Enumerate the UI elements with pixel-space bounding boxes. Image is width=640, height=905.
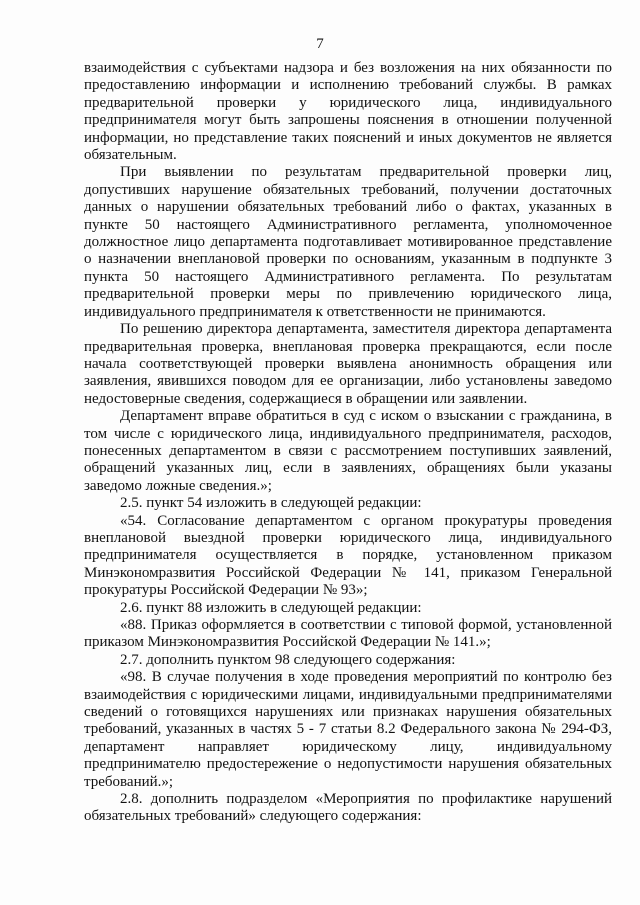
paragraph: «54. Согласование департаментом с органом прокуратуры проведения внеплановой выездной проверки юридического лица, индивидуального предпринимателя осуществляется в порядке, установленном приказом Минэкономразвития Российской Федерации № 141, приказом Генеральной прокуратуры Российской Федерации № 93»; (84, 512, 612, 599)
page-number: 7 (316, 36, 324, 52)
document-body (84, 60, 612, 826)
paragraph: «98. В случае получения в ходе проведения мероприятий по контролю без взаимодействия с юридическими лицами, индивидуальными предпринимателями сведений о готовящихся нарушениях или признаках нарушения обязательных требований, указанных в частях 5 - 7 статьи 8.2 Федерального закона № 294-ФЗ, департамент направляет юридическому лицу, индивидуальному предпринимателю предостережение о недопустимости нарушения обязательных требований.»; (84, 669, 612, 790)
paragraph: 2.6. пункт 88 изложить в следующей редакции: (120, 599, 422, 616)
paragraph-continuation: взаимодействия с субъектами надзора и без возложения на них обязанности по предоставлению информации и исполнению требований службы. В рамках предварительной проверки у юридического лица, индивидуального предпринимателя могут быть запрошены пояснения в отношении полученной информации, но представление таких пояснений и иных документов не является обязательным. (84, 60, 612, 164)
paragraph: При выявлении по результатам предварительной проверки лиц, допустивших нарушение обязательных требований, получении достаточных данных о нарушении обязательных требований либо о фактах, указанных в пункте 50 настоящего Административного регламента, уполномоченное должностное лицо департамента подготавливает мотивированное представление о назначении внеплановой проверки по основаниям, указанным в подпункте 3 пункта 50 настоящего Административного регламента. По результатам предварительной проверки меры по привлечению юридического лица, индивидуального предпринимателя к ответственности не принимаются. (84, 164, 612, 320)
paragraph: 2.8. дополнить подразделом «Мероприятия по профилактике нарушений обязательных требований» следующего содержания: (84, 791, 612, 825)
paragraph: По решению директора департамента, заместителя директора департамента предварительная проверка, внеплановая проверка прекращаются, если после начала соответствующей проверки выявлена анонимность обращения или заявления, явившихся поводом для ее организации, либо установлены заведомо недостоверные сведения, содержащиеся в обращении или заявлении. (84, 321, 612, 407)
paragraph: «88. Приказ оформляется в соответствии с типовой формой, установленной приказом Минэкономразвития Российской Федерации № 141.»; (84, 617, 612, 651)
paragraph: 2.7. дополнить пунктом 98 следующего содержания: (120, 651, 456, 668)
paragraph: 2.5. пункт 54 изложить в следующей редакции: (120, 495, 422, 512)
paragraph: Департамент вправе обратиться в суд с иском о взыскании с гражданина, в том числе с юридического лица, индивидуального предпринимателя, расходов, понесенных департаментом в связи с рассмотрением поступивших заявлений, обращений указанных лиц, если в заявлениях, обращениях были указаны заведомо ложные сведения.»; (84, 408, 612, 494)
